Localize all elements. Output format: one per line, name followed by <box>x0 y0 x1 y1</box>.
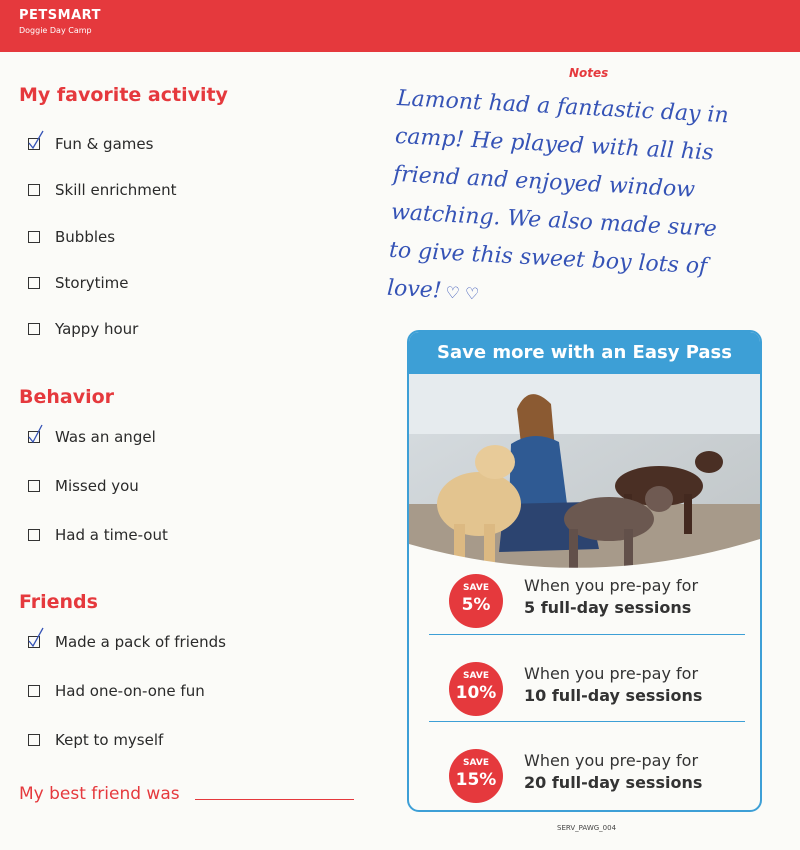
heart-doodles-icon: ♡ ♡ <box>445 282 480 304</box>
checkbox[interactable] <box>28 431 40 443</box>
brand-logo: PETSMART <box>19 8 101 23</box>
checkbox[interactable] <box>28 636 40 648</box>
checkbox-label: Bubbles <box>55 228 116 246</box>
activity-item-yappy-hour[interactable] <box>28 318 138 340</box>
notes-label: Notes <box>569 66 609 80</box>
checkbox[interactable] <box>28 138 40 150</box>
save-word: SAVE <box>463 671 489 681</box>
easy-pass-promo <box>407 330 762 812</box>
save-word: SAVE <box>463 758 489 768</box>
checkbox-label: Made a pack of friends <box>55 633 226 651</box>
check-mark-icon <box>27 627 45 649</box>
notes-line: camp! He played with all his <box>394 123 714 166</box>
checkbox[interactable] <box>28 685 40 697</box>
checkbox-label: Skill enrichment <box>55 181 177 199</box>
friends-title: Friends <box>19 591 98 613</box>
checkbox-label: Had a time-out <box>55 526 168 544</box>
activity-item-bubbles[interactable] <box>28 226 115 248</box>
check-mark-icon <box>27 129 45 151</box>
notes-line: watching. We also made sure <box>390 199 718 242</box>
promo-title-prefix: Save more with an <box>437 342 633 363</box>
activity-item-fun-games[interactable] <box>28 133 153 155</box>
behavior-item-was-an-angel[interactable] <box>28 426 156 448</box>
friends-item-pack[interactable] <box>28 631 226 653</box>
save-percent: 15% <box>455 770 497 790</box>
checkbox-label: Missed you <box>55 477 139 495</box>
checkbox[interactable] <box>28 480 40 492</box>
tier-divider <box>429 634 745 635</box>
woman-with-dogs-photo <box>409 374 760 574</box>
activity-title: My favorite activity <box>19 84 228 106</box>
notes-line: to give this sweet boy lots of <box>388 237 708 280</box>
checkbox[interactable] <box>28 277 40 289</box>
save-percent: 5% <box>461 595 491 615</box>
checkbox-label: Storytime <box>55 274 129 292</box>
tier-line1: When you pre-pay for <box>524 576 699 595</box>
checkbox[interactable] <box>28 323 40 335</box>
checkbox[interactable] <box>28 184 40 196</box>
save-tier-10 <box>409 648 760 728</box>
friends-item-one-on-one[interactable] <box>28 680 205 702</box>
check-mark-icon <box>27 422 45 444</box>
save-percent: 10% <box>455 683 497 703</box>
checkbox-label: Had one-on-one fun <box>55 682 205 700</box>
header-bar <box>0 0 800 52</box>
save-badge <box>449 574 503 628</box>
brand-subtitle: Doggie Day Camp <box>19 26 92 35</box>
checkbox-label: Yappy hour <box>55 320 139 338</box>
save-tier-15 <box>409 735 760 812</box>
tier-line1: When you pre-pay for <box>524 751 699 770</box>
checkbox[interactable] <box>28 529 40 541</box>
tier-line2: 5 full-day sessions <box>524 598 692 617</box>
promo-title-emphasis: Easy Pass <box>632 342 732 363</box>
form-code: SERV_PAWG_004 <box>557 824 617 832</box>
behavior-item-time-out[interactable] <box>28 524 168 546</box>
notes-line: Lamont had a fantastic day in <box>396 85 730 129</box>
save-tier-5 <box>409 560 760 640</box>
tier-line2: 10 full-day sessions <box>524 686 703 705</box>
best-friend-label: My best friend was <box>19 784 180 804</box>
handwritten-notes <box>386 80 777 329</box>
save-badge <box>449 749 503 803</box>
checkbox[interactable] <box>28 734 40 746</box>
best-friend-field[interactable] <box>195 799 354 800</box>
promo-title <box>409 332 760 374</box>
tier-line1: When you pre-pay for <box>524 664 699 683</box>
notes-line: love! <box>386 275 443 304</box>
tier-line2: 20 full-day sessions <box>524 773 703 792</box>
behavior-title: Behavior <box>19 386 115 408</box>
friends-item-kept-to-myself[interactable] <box>28 729 163 751</box>
activity-item-skill-enrichment[interactable] <box>28 179 177 201</box>
notes-line: friend and enjoyed window <box>392 161 696 203</box>
behavior-item-missed-you[interactable] <box>28 475 139 497</box>
checkbox-label: Kept to myself <box>55 731 164 749</box>
checkbox-label: Was an angel <box>55 428 156 446</box>
tier-divider <box>429 721 745 722</box>
save-word: SAVE <box>463 583 489 593</box>
checkbox[interactable] <box>28 231 40 243</box>
checkbox-label: Fun & games <box>55 135 154 153</box>
save-badge <box>449 662 503 716</box>
activity-item-storytime[interactable] <box>28 272 129 294</box>
